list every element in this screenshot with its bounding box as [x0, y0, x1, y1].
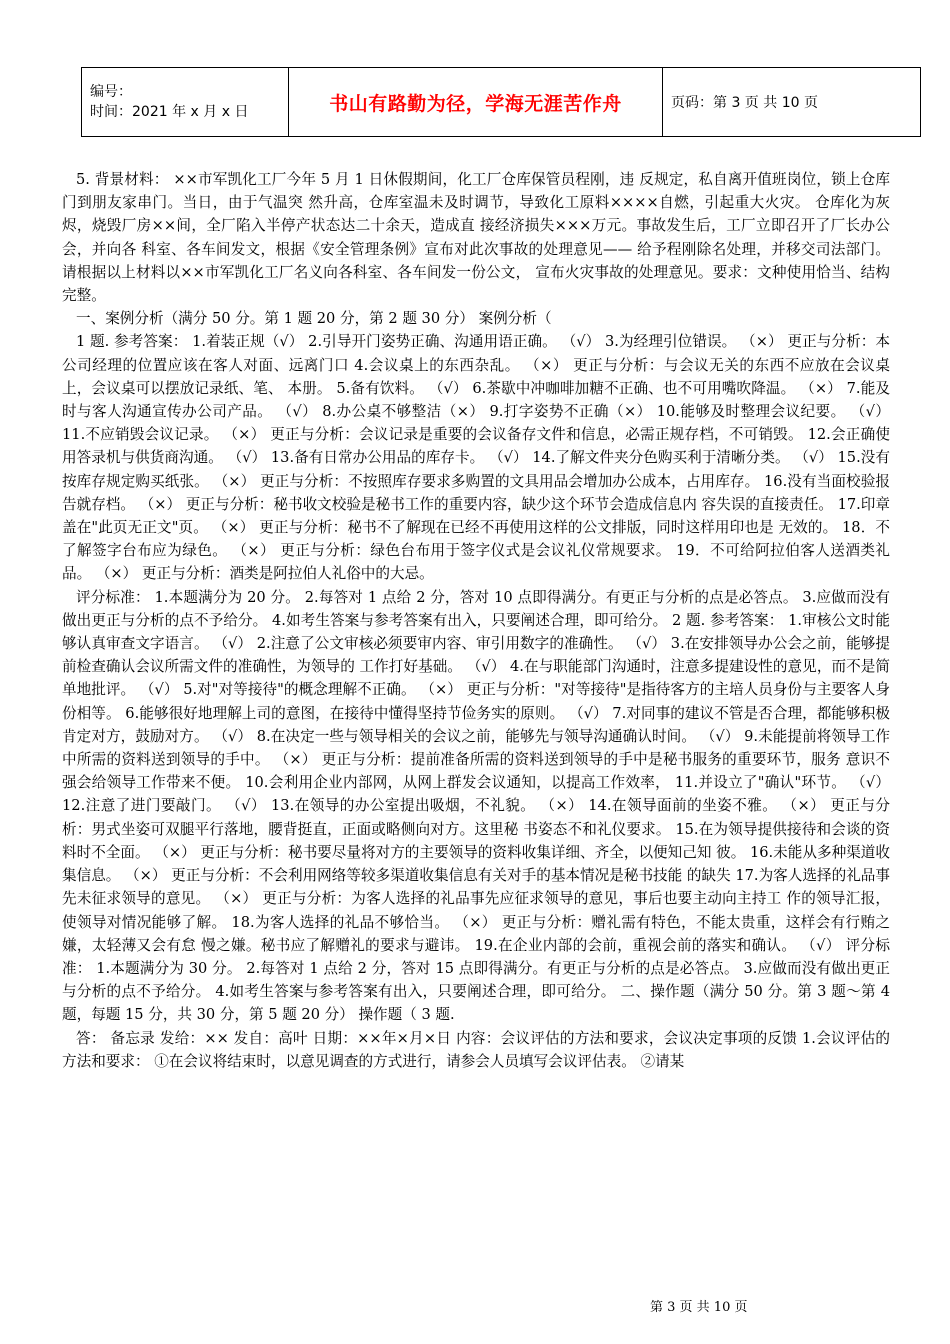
- paragraph-answer: 答： 备忘录 发给：×× 发自：高叶 日期：××年×月×日 内容：会议评估的方法和要求，会议决定事项的反馈 1.会议评估的方法和要求： ①在会议将结束时，以意见调查的方式进行，请参会人员填写会议评估表。 ②请某: [62, 1029, 890, 1070]
- page-header: [81, 67, 921, 137]
- header-motto-cell: [289, 68, 663, 137]
- page-footer: 第 3 页 共 10 页: [650, 1300, 748, 1315]
- header-page-cell: [663, 68, 921, 137]
- time-label: 时间：2021 年 x 月 x 日: [90, 104, 249, 120]
- body-text: [62, 168, 890, 1073]
- paragraph-question-one: 1 题. 参考答案： 1.着装正规（√） 2.引导开门姿势正确、沟通用语正确。 （√） 3.为经理引位错误。 （×） 更正与分析：本公司经理的位置应该在客人对面、远离门口 4.会议桌上的东西杂乱。 （×） 更正与分析：与会议无关的东西不应放在会议桌上，会议桌可以摆放记录纸、笔、 本册。 5.备有饮料。 （√） 6.茶歇中冲咖啡加糖不正确、也不可用嘴吹降温。 （×） 7.能及时与客人沟通宣传办公司产品。 （√） 8.办公桌不够整洁（×） 9.打字姿势不正确（×） 10.能够及时整理会议纪要。 （√） 11.不应销毁会议记录。 （×） 更正与分析：会议记录是重要的会议备存文件和信息，必需正规存档，不可销毁。 12.会正确使用答录机与供货商沟通。 （√） 13.备有日常办公用品的库存卡。 （√） 14.了解文件夹分色购买利于清晰分类。 （√） 15.没有按库存规定购买纸张。 （×） 更正与分析：不按照库存要求多购置的文具用品会增加办公成本，占用库存。 16.没有当面校验报告就存档。 （×） 更正与分析：秘书收文校验是秘书工作的重要内容，缺少这个环节会造成信息内 容失误的直接责任。 17.印章盖在"此页无正文"页。 （×） 更正与分析：秘书不了解现在已经不再使用这样的公文排版，同时这样用印也是 无效的。 18．不了解签字台布应为绿色。 （×） 更正与分析：绿色台布用于签字仪式是会议礼仪常规要求。 19．不可给阿拉伯客人送酒类礼品。 （×） 更正与分析：酒类是阿拉伯人礼俗中的大忌。: [62, 333, 890, 583]
- paragraph-section-one: 一、案例分析（满分 50 分。第 1 题 20 分，第 2 题 30 分） 案例分析（: [76, 310, 552, 328]
- page-label: 页码：第 3 页 共 10 页: [671, 95, 818, 111]
- motto: 书山有路勤为径，学海无涯苦作舟: [329, 92, 622, 115]
- code-label: 编号：: [90, 84, 132, 100]
- header-left-cell: [82, 68, 289, 137]
- paragraph-background: 5. 背景材料： ××市军凯化工厂今年 5 月 1 日休假期间，化工厂仓库保管员程刚，违 反规定，私自离开值班岗位，锁上仓库门到朋友家串门。当日，由于气温突 然升高，仓库室温未及时调节，导致化工原料××××自燃，引起重大火灾。 仓库化为灰烬，烧毁厂房××间，全厂陷入半停产状态达二十余天，造成直 接经济损失×××万元。事故发生后，工厂立即召开了厂长办公会，并向各 科室、各车间发文，根据《安全管理条例》宣布对此次事故的处理意见—— 给予程刚除名处理，并移交司法部门。 请根据以上材料以××市军凯化工厂名义向各科室、各车间发一份公文， 宣布火灾事故的处理意见。要求：文种使用恰当、结构完整。: [62, 171, 890, 305]
- paragraph-scoring: 评分标准： 1.本题满分为 20 分。 2.每答对 1 点给 2 分，答对 10 点即得满分。有更正与分析的点是必答点。 3.应做而没有做出更正与分析的点不予给分。 4.如考生答案与参考答案有出入，只要阐述合理，即可给分。 2 题. 参考答案： 1.审核公文时能够认真审查文字语言。 （√） 2.注意了公文审核必须要审内容、审引用数字的准确性。 （√） 3.在安排领导办公会之前，能够提前检查确认会议所需文件的准确性，为领导的 工作打好基础。 （√） 4.在与职能部门沟通时，注意多提建设性的意见，而不是简单地批评。 （√） 5.对"对等接待"的概念理解不正确。 （×） 更正与分析："对等接待"是指待客方的主培人员身份与主要客人身份相等。 6.能够很好地理解上司的意图，在接待中懂得坚持节俭务实的原则。 （√） 7.对同事的建议不管是否合理，都能够积极肯定对方，鼓励对方。 （√） 8.在决定一些与领导相关的会议之前，能够先与领导沟通确认时间。 （√） 9.未能提前将领导工作中所需的资料送到领导的手中。 （×） 更正与分析：提前准备所需的资料送到领导的手中是秘书服务的重要环节，服务 意识不强会给领导工作带来不便。 10.会利用企业内部网，从网上群发会议通知，以提高工作效率， 11.并设立了"确认"环节。 （√） 12.注意了进门要敲门。 （√） 13.在领导的办公室提出吸烟，不礼貌。 （×） 14.在领导面前的坐姿不雅。 （×） 更正与分析：男式坐姿可双腿平行落地，腰背挺直，正面或略侧向对方。这里秘 书姿态不和礼仪要求。 15.在为领导提供接待和会谈的资料时不全面。 （×） 更正与分析：秘书要尽量将对方的主要领导的资料收集详细、齐全，以便知己知 彼。 16.未能从多种渠道收集信息。 （×） 更正与分析：不会利用网络等较多渠道收集信息有关对手的基本情况是秘书技能 的缺失 17.为客人选择的礼品事先未征求领导的意见。 （×） 更正与分析：为客人选择的礼品事先应征求领导的意见，事后也要主动向主持工 作的领导汇报，使领导对情况能够了解。 18.为客人选择的礼品不够恰当。 （×） 更正与分析：赠礼需有特色，不能太贵重，这样会有行贿之嫌，太轻薄又会有怠 慢之嫌。秘书应了解赠礼的要求与避讳。 19.在企业内部的会前，重视会前的落实和确认。 （√） 评分标准： 1.本题满分为 30 分。 2.每答对 1 点给 2 分，答对 15 点即得满分。有更正与分析的点是必答点。 3.应做而没有做出更正与分析的点不予给分。 4.如考生答案与参考答案有出入，只要阐述合理，即可给分。 二、操作题（满分 50 分。第 3 题～第 4 题，每题 15 分，共 30 分，第 5 题 20 分） 操作题（ 3 题.: [62, 588, 890, 1024]
